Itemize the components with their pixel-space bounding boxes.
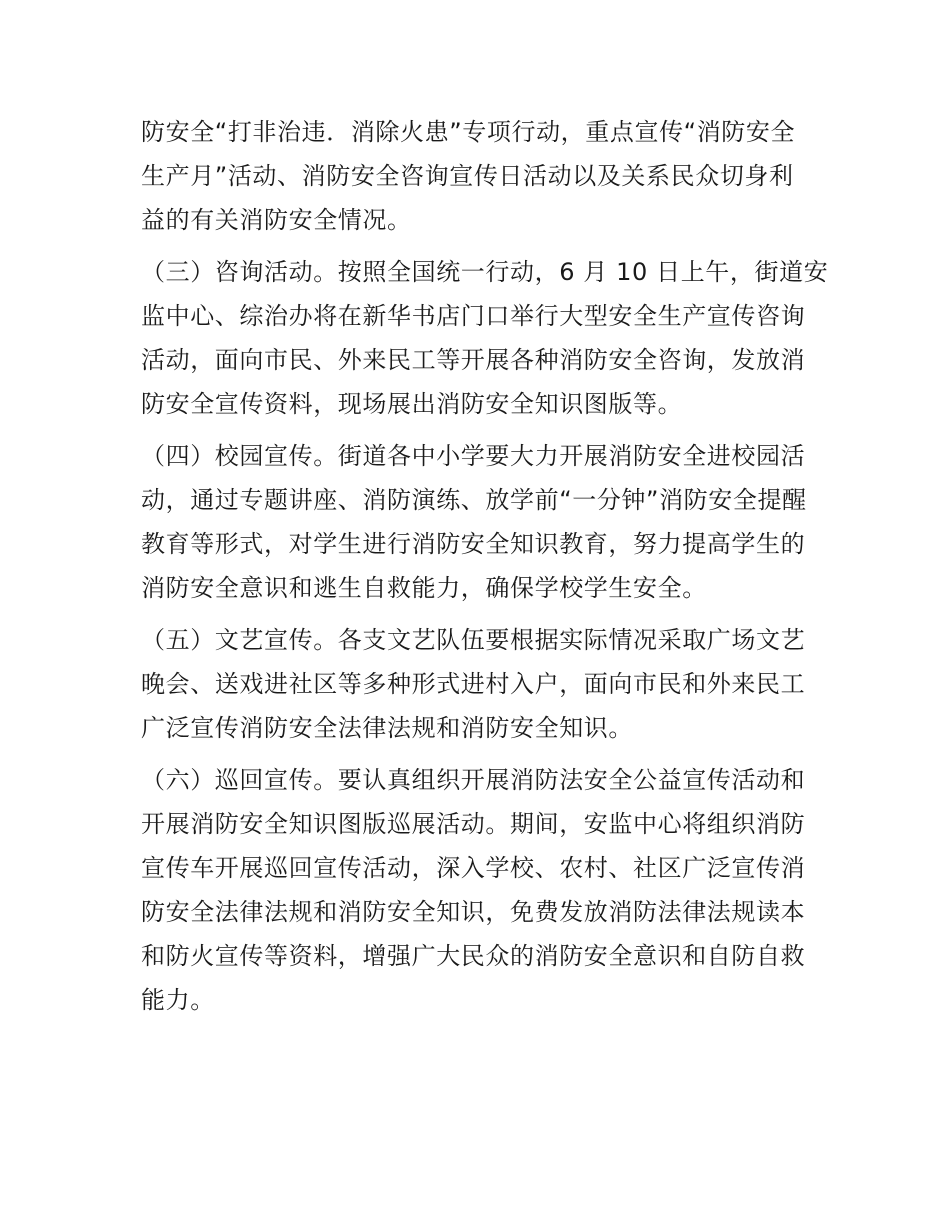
paragraph-campus	[141, 434, 821, 610]
text-line: 活动，面向市民、外来民工等开展各种消防安全咨询，发放消	[141, 346, 806, 374]
paragraph-continuation	[141, 110, 821, 242]
text-line: 防安全宣传资料，现场展出消防安全知识图版等。	[141, 390, 683, 418]
text-line: （四）校园宣传。街道各中小学要大力开展消防安全进校园活	[141, 442, 806, 470]
document-body	[141, 110, 829, 1022]
text-line: 教育等形式，对学生进行消防安全知识教育，努力提高学生的	[141, 530, 806, 558]
text-line: 能力。	[141, 986, 215, 1014]
text-line: 消防安全意识和逃生自救能力，确保学校学生安全。	[141, 574, 707, 602]
paragraph-touring	[141, 758, 821, 1022]
paragraph-arts	[141, 618, 821, 750]
text-line: 防安全“打非治违．消除火患”专项行动，重点宣传“消防安全	[141, 118, 796, 146]
text-line: 广泛宣传消防安全法律法规和消防安全知识。	[141, 714, 633, 742]
text-line: 生产月”活动、消防安全咨询宣传日活动以及关系民众切身利	[141, 162, 794, 190]
text-line: 益的有关消防安全情况。	[141, 206, 412, 234]
text-line: （三）咨询活动。按照全国统一行动，6 月 10 日上午，街道安	[141, 258, 829, 286]
text-line: 开展消防安全知识图版巡展活动。期间，安监中心将组织消防	[141, 810, 806, 838]
text-line: 晚会、送戏进社区等多种形式进村入户，面向市民和外来民工	[141, 670, 806, 698]
text-line: （五）文艺宣传。各支文艺队伍要根据实际情况采取广场文艺	[141, 626, 806, 654]
text-line: 监中心、综治办将在新华书店门口举行大型安全生产宣传咨询	[141, 302, 806, 330]
text-line: 防安全法律法规和消防安全知识，免费发放消防法律法规读本	[141, 898, 806, 926]
paragraph-consultation	[141, 250, 829, 426]
text-line: （六）巡回宣传。要认真组织开展消防法安全公益宣传活动和	[141, 766, 806, 794]
text-line: 和防火宣传等资料，增强广大民众的消防安全意识和自防自救	[141, 942, 806, 970]
text-line: 动，通过专题讲座、消防演练、放学前“一分钟”消防安全提醒	[141, 486, 807, 514]
text-line: 宣传车开展巡回宣传活动，深入学校、农村、社区广泛宣传消	[141, 854, 806, 882]
